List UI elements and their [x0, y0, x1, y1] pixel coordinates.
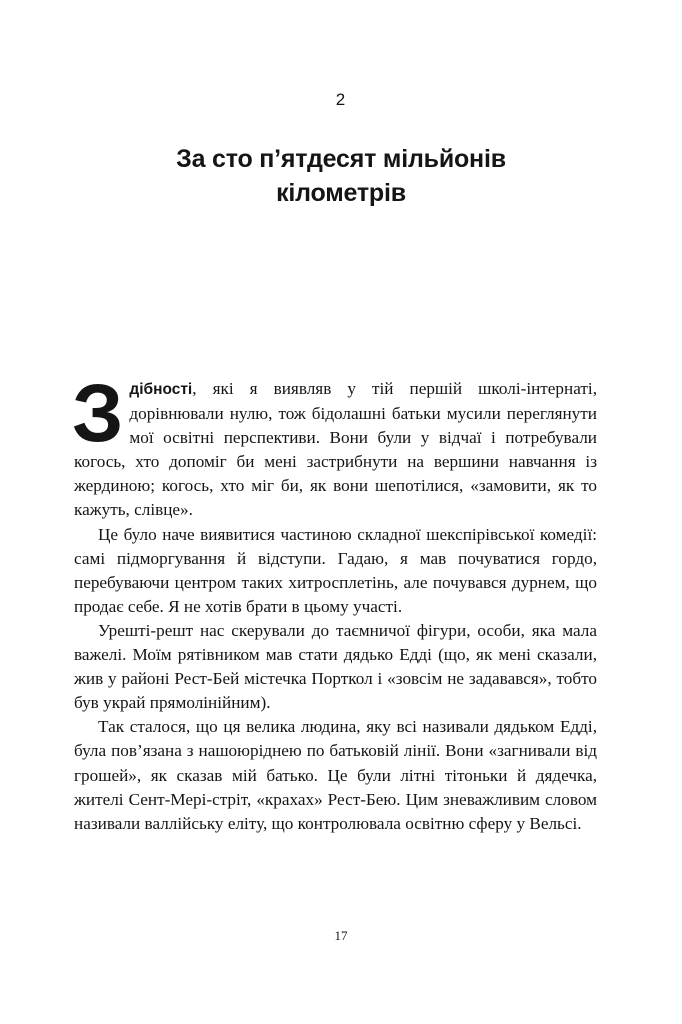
- paragraph-1-text: , які я виявляв у тій першій школі-інтернаті, дорівнювали нулю, тож бідолашні батьки мусили переглянути мої освітні перспективи. Вони були у відчаї і потребували когось, хто допоміг би мені застрибнути на вершини навчання із жердиною; когось, хто міг би, як вони шепотілися, «замовити, як то кажуть, слівце».: [74, 379, 597, 520]
- chapter-title-line-2: кілометрів: [276, 179, 406, 207]
- paragraph-1: [72, 368, 597, 523]
- drop-cap: З: [72, 368, 124, 459]
- paragraph-2: Це було наче виявитися частиною складної шекспірівської комедії: самі підморгування й відступи. Гадаю, я мав почуватися гордо, перебуваючи центром таких хитросплетінь, але почувався дурнем, що продає себе. Я не хотів брати в цьому участі.: [74, 524, 597, 616]
- chapter-title-line-1: За сто п’ятдесят мільйонів: [176, 145, 506, 173]
- chapter-number: 2: [335, 90, 347, 109]
- chapter-title: [100, 142, 582, 210]
- paragraph-3: Урешті-решт нас скерували до таємничої фігури, особи, яка мала важелі. Моїм рятівником мав стати дядько Едді (що, як мені сказали, жив у районі Рест-Бей містечка Порткол і «зовсім не задавався», тобто був украй прямолінійним).: [74, 620, 597, 713]
- lead-word: дібності: [129, 381, 193, 398]
- page-number: 17: [334, 928, 348, 943]
- paragraph-4: Так сталося, що ця велика людина, яку всі називали дядьком Едді, була пов’язана з нашоюріднею по батьковій лінії. Вони «загнивали від грошей», як сказав мій батько. Це були літні тітоньки й дядечка, жителі Сент-Мері-стріт, «крахах» Рест-Бею. Цим зневажливим словом називали валлійську еліту, що контролювала освітню сферу у Вельсі.: [74, 717, 597, 833]
- chapter-body: [72, 368, 597, 836]
